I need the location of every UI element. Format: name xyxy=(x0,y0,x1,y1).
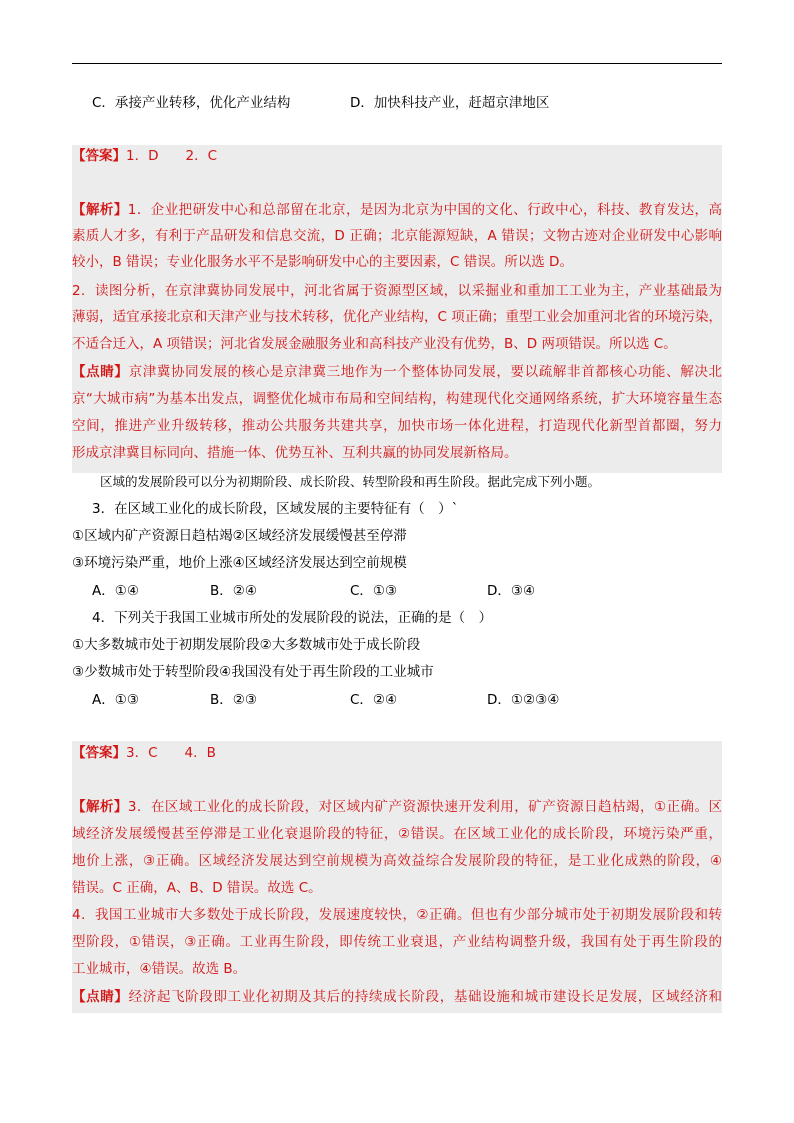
question-4-option-c: C．②④ xyxy=(350,692,398,708)
analysis-line: 不适合迁入，A 项错误；河北省发展金融服务业和高科技产业没有优势，B、D 两项错误。所以选 C。 xyxy=(72,336,677,352)
question-3-option-d: D．③④ xyxy=(487,583,536,599)
analysis-line: 较小，B 错误；专业化服务水平不是影响研发中心的主要因素，C 错误。所以选 D。 xyxy=(72,254,573,270)
analysis-line: 2．读图分析，在京津冀协同发展中，河北省属于资源型区域，以采掘业和重加工工业为主，产业基础最为 xyxy=(72,283,722,299)
answer-tag: 【答案】 xyxy=(72,148,126,164)
analysis-line: 工业城市，④错误。故选 B。 xyxy=(72,961,247,977)
point-text: 经济起飞阶段即工业化初期及其后的持续成长阶段，基础设施和城市建设长足发展，区域经济和 xyxy=(128,989,722,1005)
point-tag: 【点睛】 xyxy=(72,364,129,380)
analysis-text: 1．企业把研发中心和总部留在北京，是因为北京为中国的文化、行政中心，科技、教育发达，高 xyxy=(127,202,723,218)
analysis-line: 错误。C 正确，A、B、D 错误。故选 C。 xyxy=(72,880,322,896)
point-line: 空间，推进产业升级转移，推动公共服务共建共享，加快市场一体化进程，打造现代化新型首都圈，努力 xyxy=(72,418,722,434)
answer-text: 3．C 4．B xyxy=(126,745,216,761)
answer-text: 1．D 2．C xyxy=(126,148,217,164)
option-d-prev: D．加快科技产业，赶超京津地区 xyxy=(350,95,550,111)
point-tag: 【点睛】 xyxy=(72,989,129,1005)
question-intro: 区域的发展阶段可以分为初期阶段、成长阶段、转型阶段和再生阶段。据此完成下列小题。 xyxy=(100,474,601,489)
analysis-line xyxy=(72,794,722,820)
question-3-option-c: C．①③ xyxy=(350,583,398,599)
option-c-prev: C．承接产业转移，优化产业结构 xyxy=(92,95,291,111)
header-rule xyxy=(72,63,722,64)
answer-line-2 xyxy=(72,740,722,766)
question-3-items: ③环境污染严重，地价上涨④区域经济发展达到空前规模 xyxy=(72,555,407,571)
analysis-line: 薄弱，适宜承接北京和天津产业与技术转移，优化产业结构，C 项正确；重型工业会加重河北省的环境污染， xyxy=(72,309,722,325)
analysis-line: 地价上涨，③正确。区域经济发展达到空前规模为高效益综合发展阶段的特征，是工业化成熟的阶段，④ xyxy=(72,853,722,869)
analysis-line: 型阶段，①错误，③正确。工业再生阶段，即传统工业衰退，产业结构调整升级，我国有处于再生阶段的 xyxy=(72,934,722,950)
point-line: 京“大城市病”为基本出发点，调整优化城市布局和空间结构，构建现代化交通网络系统，扩大环境容量生态 xyxy=(72,391,722,407)
point-line: 形成京津冀目标同向、措施一体、优势互补、互利共赢的协同发展新格局。 xyxy=(72,445,518,461)
question-4-option-b: B．②③ xyxy=(210,692,257,708)
question-3-items: ①区域内矿产资源日趋枯竭②区域经济发展缓慢甚至停滞 xyxy=(72,528,407,544)
answer-tag: 【答案】 xyxy=(72,745,126,761)
question-3-option-a: A．①④ xyxy=(92,583,139,599)
point-line xyxy=(72,984,722,1010)
question-4-items: ③少数城市处于转型阶段④我国没有处于再生阶段的工业城市 xyxy=(72,664,434,680)
question-4-option-d: D．①②③④ xyxy=(487,692,560,708)
question-4-items: ①大多数城市处于初期发展阶段②大多数城市处于成长阶段 xyxy=(72,637,421,653)
question-4-option-a: A．①③ xyxy=(92,692,139,708)
analysis-text: 3．在区域工业化的成长阶段，对区域内矿产资源快速开发利用，矿产资源日趋枯竭，①正确。区 xyxy=(127,799,722,815)
analysis-line: 域经济发展缓慢甚至停滞是工业化衰退阶段的特征，②错误。在区域工业化的成长阶段，环境污染严重， xyxy=(72,826,722,842)
analysis-line xyxy=(72,197,722,223)
question-4-stem: 4．下列关于我国工业城市所处的发展阶段的说法，正确的是（ ） xyxy=(92,610,493,626)
analysis-line: 4．我国工业城市大多数处于成长阶段，发展速度较快，②正确。但也有少部分城市处于初期发展阶段和转 xyxy=(72,907,722,923)
analysis-tag: 【解析】 xyxy=(72,799,128,815)
point-text: 京津冀协同发展的核心是京津冀三地作为一个整体协同发展，要以疏解非首都核心功能、解决北 xyxy=(128,364,722,380)
question-3-stem: 3．在区域工业化的成长阶段，区域发展的主要特征有（ ）` xyxy=(92,501,459,517)
point-line xyxy=(72,359,722,385)
question-3-option-b: B．②④ xyxy=(210,583,257,599)
analysis-line: 素质人才多，有利于产品研发和信息交流，D 正确；北京能源短缺，A 错误；文物古迹对企业研发中心影响 xyxy=(72,228,722,244)
answer-line-1 xyxy=(72,143,722,169)
analysis-tag: 【解析】 xyxy=(72,202,128,218)
